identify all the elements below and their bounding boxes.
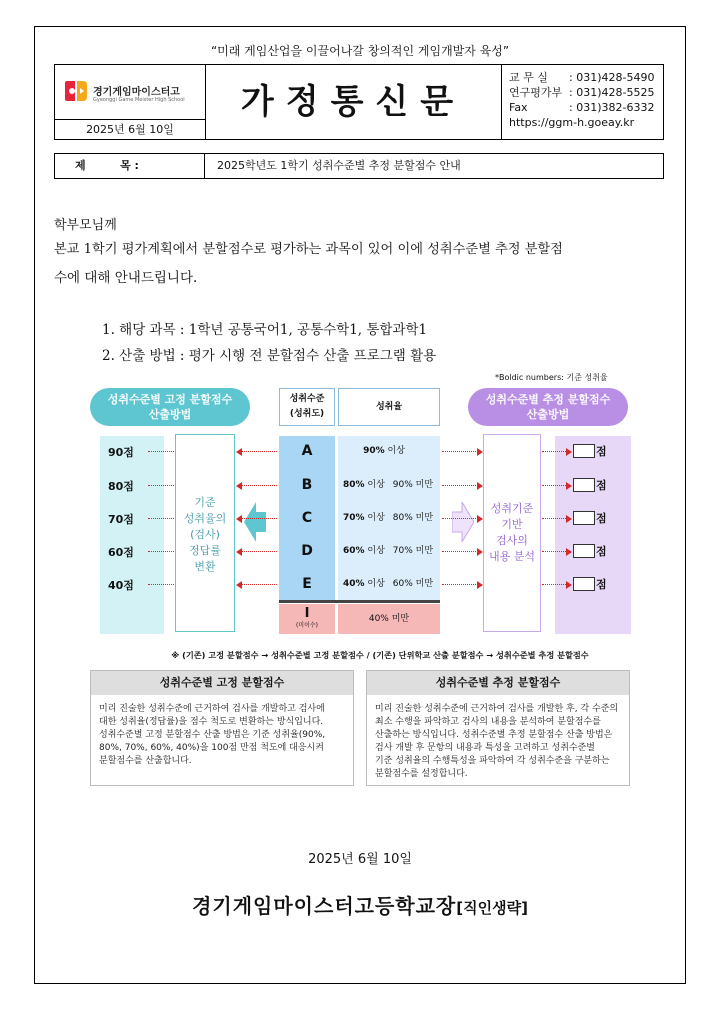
diagram-note: *Boldic numbers: 기준 성취율 — [495, 373, 608, 382]
rate-lower-suffix: 이상 — [364, 579, 385, 589]
estimated-score-blank — [573, 511, 595, 525]
analysis-line: 기반 — [501, 518, 523, 531]
contact-info — [501, 65, 663, 139]
explanation-line: 산출하는 방식입니다. 성취수준별 추정 분할점수 산출 방법은 — [375, 730, 613, 740]
page-title: 가정통신문 — [205, 65, 502, 139]
explanation-line: 분할점수를 설정합니다. — [375, 769, 468, 779]
base-rate: 70% — [342, 513, 365, 523]
arrow-right-icon — [566, 482, 572, 490]
score-unit: 점 — [596, 545, 607, 558]
right-block-arrow-icon — [452, 502, 474, 542]
level-header — [279, 388, 335, 426]
grade-rate — [336, 470, 440, 500]
arrow-left-icon — [236, 515, 242, 523]
base-rate: 60% — [342, 546, 365, 556]
seal-omitted: [직인생략] — [456, 899, 528, 917]
arrow-right-icon — [566, 548, 572, 556]
logo-cell — [55, 65, 206, 119]
fixed-method-pill — [90, 388, 250, 426]
grade-label: A — [301, 443, 313, 459]
contact-label: 연구평가부 — [509, 86, 563, 99]
rate-lower-suffix: 이상 — [364, 513, 385, 523]
grade-label: E — [302, 576, 312, 592]
explanation-line: 최소 수행을 파악하고 검사의 내용을 분석하여 분할점수를 — [375, 717, 601, 727]
base-rate: 90% — [363, 446, 385, 456]
arrow-left-icon — [236, 581, 242, 589]
grade-rate — [336, 436, 440, 466]
dotted-connector — [542, 551, 568, 552]
estimated-score-blank — [573, 478, 595, 492]
explanation-line: 분할점수를 산출합니다. — [99, 756, 192, 766]
closing-date: 2025년 6월 10일 — [308, 852, 412, 867]
dotted-connector — [442, 518, 480, 519]
grade-rate — [336, 569, 440, 599]
dotted-connector — [241, 518, 277, 519]
conversion-line: 성취율의 — [183, 512, 227, 525]
explanation-line: 80%, 70%, 60%, 40%)을 100점 만점 척도에 대응시켜 — [99, 743, 324, 753]
pass-fail-divider — [279, 600, 440, 603]
explanation-line: 검사 개발 후 문항의 내용과 특성을 고려하고 성취수준별 — [375, 743, 595, 753]
item-subjects: 1. 해당 과목 : 1학년 공통국어1, 공통수학1, 통합과학1 — [102, 322, 428, 338]
level-header-line: 성취수준 — [289, 394, 325, 404]
explanation-line: 미리 진술한 성취수준에 근거하여 검사를 개발하고 검사에 — [99, 704, 325, 714]
estimated-explanation-box — [366, 670, 630, 786]
arrow-right-icon — [477, 548, 483, 556]
dotted-connector — [542, 518, 568, 519]
dotted-connector — [442, 485, 480, 486]
arrow-right-icon — [566, 515, 572, 523]
estimated-method-pill — [468, 388, 628, 426]
dotted-connector — [442, 551, 480, 552]
analysis-line: 성취기준 — [490, 502, 534, 515]
rate-lower-suffix: 이상 — [384, 446, 405, 456]
dotted-connector — [241, 451, 277, 452]
header-date: 2025년 6월 10일 — [55, 119, 206, 140]
grade-i-rate: 40% 미만 — [338, 604, 440, 634]
explanation-line: 미리 진술한 성취수준에 근거하여 검사를 개발한 후, 각 수준의 — [375, 704, 619, 714]
contact-row — [509, 70, 663, 85]
level-header-line: (성취도) — [289, 409, 325, 419]
arrow-left-icon — [236, 482, 242, 490]
estimated-method-subtitle: 산출방법 — [526, 408, 570, 421]
arrow-right-icon — [477, 448, 483, 456]
fixed-score-label: 40점 — [108, 579, 134, 592]
dotted-connector — [148, 485, 174, 486]
rate-upper: 60% 미만 — [392, 579, 434, 589]
fixed-explanation-box — [90, 670, 354, 786]
estimated-method-title: 성취수준별 추정 분할점수 — [485, 393, 611, 406]
grade-rate — [336, 503, 440, 533]
logo-name: 경기게임마이스터고 — [93, 87, 180, 98]
estimated-score-blank — [573, 444, 595, 458]
contact-value: : 031)428-5525 — [569, 86, 655, 99]
dotted-connector — [241, 584, 277, 585]
fixed-score-column — [100, 436, 164, 634]
subject-value: 2025학년도 1학기 성취수준별 추정 분할점수 안내 — [217, 159, 461, 172]
score-unit: 점 — [596, 445, 607, 458]
grade-i-label: I — [304, 606, 310, 621]
intro-line-2: 수에 대해 안내드립니다. — [54, 270, 198, 286]
arrow-left-icon — [236, 448, 242, 456]
fixed-score-label: 70점 — [108, 513, 134, 526]
dotted-connector — [148, 451, 174, 452]
dotted-connector — [542, 451, 568, 452]
conversion-line: 정답률 — [189, 544, 221, 557]
intro-line-1: 본교 1학기 평가계획에서 분할점수로 평가하는 과목이 있어 이에 성취수준별 추정 분할점 — [54, 242, 563, 257]
estimated-score-blank — [573, 577, 595, 591]
rate-lower-suffix: 이상 — [364, 480, 385, 490]
letter-header — [54, 64, 664, 140]
dotted-connector — [542, 584, 568, 585]
arrow-right-icon — [566, 448, 572, 456]
fixed-conversion-box — [175, 434, 235, 632]
dotted-connector — [148, 518, 174, 519]
dotted-connector — [241, 551, 277, 552]
arrow-right-icon — [477, 515, 483, 523]
rate-header: 성취율 — [338, 388, 440, 426]
fixed-score-label: 90점 — [108, 446, 134, 459]
grade-i-cell — [279, 604, 335, 634]
dotted-connector — [442, 451, 480, 452]
school-slogan: “미래 게임산업을 이끌어나갈 창의적인 게임개발자 육성” — [210, 44, 510, 58]
dotted-connector — [241, 485, 277, 486]
dotted-connector — [542, 485, 568, 486]
grade-rate — [336, 536, 440, 566]
arrow-left-icon — [236, 548, 242, 556]
contact-row — [509, 85, 663, 100]
grade-i-sub: (미이수) — [295, 622, 319, 629]
fixed-score-label: 80점 — [108, 480, 134, 493]
contact-value: : 031)382-6332 — [569, 101, 655, 114]
fixed-explanation-title: 성취수준별 고정 분할점수 — [91, 671, 353, 695]
conversion-line: 변환 — [194, 560, 216, 573]
diagram-footnote: ※ (기존) 고정 분할점수 → 성취수준별 고정 분할점수 / (기존) 단위학교 산출 분할점수 → 성취수준별 추정 분할점수 — [171, 650, 589, 660]
subject-label: 제 목 : — [55, 154, 205, 178]
score-unit: 점 — [596, 512, 607, 525]
score-unit: 점 — [596, 479, 607, 492]
cut-score-diagram — [90, 370, 635, 670]
fixed-method-title: 성취수준별 고정 분할점수 — [107, 393, 233, 406]
content-analysis-box — [483, 434, 541, 632]
grade-label: D — [301, 543, 313, 559]
estimated-explanation-title: 성취수준별 추정 분할점수 — [367, 671, 629, 695]
grade-label: C — [301, 510, 313, 526]
base-rate: 40% — [342, 579, 365, 589]
score-unit: 점 — [596, 578, 607, 591]
grade-label: B — [301, 477, 313, 493]
school-url-link[interactable]: https://ggm-h.goeay.kr — [509, 116, 635, 129]
explanation-line: 성취수준별 고정 분할점수 산출 방법은 기준 성취율(90%, — [99, 730, 326, 740]
dotted-connector — [148, 551, 174, 552]
dotted-connector — [148, 584, 174, 585]
contact-row — [509, 100, 663, 115]
rate-lower-suffix: 이상 — [364, 546, 385, 556]
signature-block — [34, 890, 686, 919]
fixed-method-subtitle: 산출방법 — [148, 408, 192, 421]
analysis-line: 내용 분석 — [488, 550, 535, 563]
estimated-score-column — [555, 436, 631, 634]
left-block-arrow-icon — [244, 502, 266, 542]
contact-label: Fax — [509, 101, 528, 114]
arrow-right-icon — [477, 482, 483, 490]
conversion-line: (검사) — [190, 528, 220, 541]
explanation-line: 대한 성취율(정답률)을 점수 척도로 변환하는 방식입니다. — [99, 717, 324, 727]
principal-signature: 경기게임마이스터고등학교장 — [192, 894, 457, 918]
contact-value: : 031)428-5490 — [569, 71, 655, 84]
analysis-line: 검사의 — [496, 534, 528, 547]
rate-upper: 70% 미만 — [392, 546, 434, 556]
school-logo-icon — [63, 79, 89, 103]
rate-upper: 90% 미만 — [392, 480, 434, 490]
item-method: 2. 산출 방법 : 평가 시행 전 분할점수 산출 프로그램 활용 — [102, 348, 437, 364]
subject-row — [54, 153, 664, 179]
estimated-score-blank — [573, 544, 595, 558]
fixed-score-label: 60점 — [108, 546, 134, 559]
contact-label: 교 무 실 — [509, 71, 548, 84]
arrow-right-icon — [566, 581, 572, 589]
base-rate: 80% — [342, 480, 365, 490]
explanation-line: 기준 성취율의 수행특성을 파악하여 각 성취수준을 구분하는 — [375, 756, 610, 766]
dotted-connector — [442, 584, 480, 585]
greeting: 학부모님께 — [54, 218, 117, 233]
conversion-line: 기준 — [194, 496, 216, 509]
rate-upper: 80% 미만 — [392, 513, 434, 523]
logo-subtitle: Gyeonggi Game Meister High School — [93, 97, 185, 103]
arrow-right-icon — [477, 581, 483, 589]
